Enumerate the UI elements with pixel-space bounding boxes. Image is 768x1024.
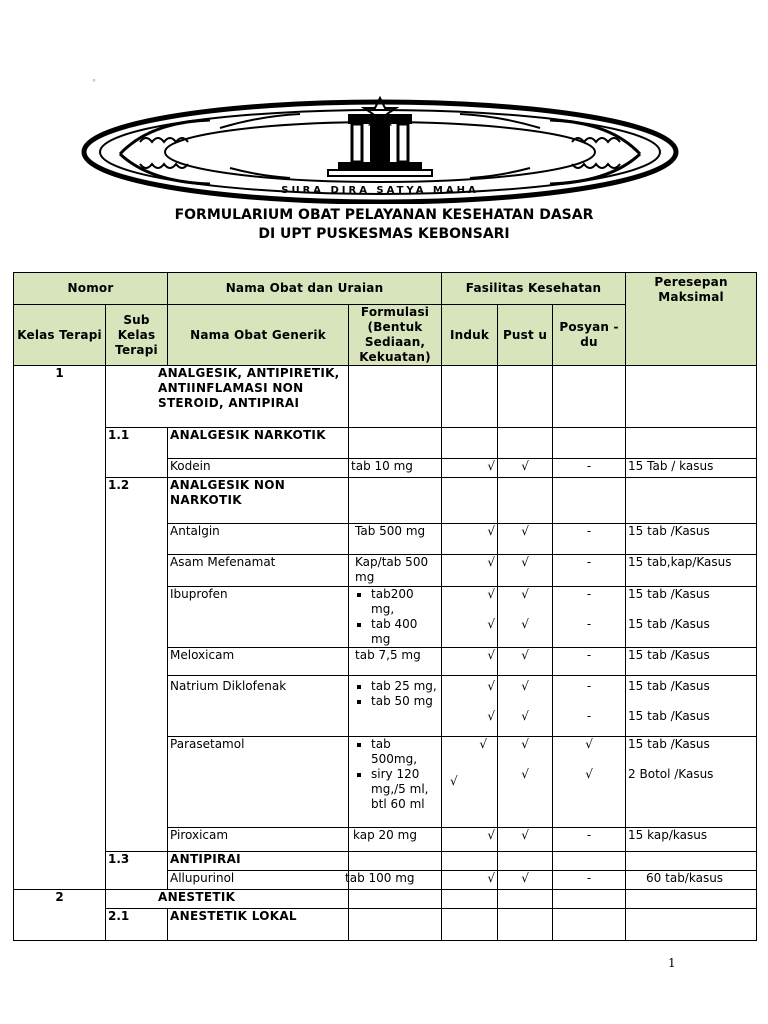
subclass-name: ANTIPIRAI	[168, 852, 349, 871]
header-nama-uraian: Nama Obat dan Uraian	[168, 273, 442, 305]
max-prescription: 2 Botol /Kasus	[628, 767, 714, 781]
logo-motto: SURA DIRA SATYA MAHA	[281, 185, 479, 196]
pustu-mark: √	[498, 555, 553, 587]
induk-mark: √	[442, 459, 498, 478]
drug-name: Kodein	[168, 459, 349, 478]
drug-form-item: ▪ tab 400 mg	[371, 617, 439, 647]
max-prescription: 15 tab /Kasus	[626, 524, 757, 555]
pustu-mark: √	[521, 737, 529, 751]
table-row	[14, 478, 757, 524]
pustu-mark: √	[498, 828, 553, 852]
drug-name: Allupurinol	[168, 871, 349, 890]
max-prescription: 15 tab /Kasus	[628, 679, 710, 693]
drug-form-item: ▪ tab 500mg,	[371, 737, 439, 767]
pustu-mark: √	[521, 767, 529, 781]
drug-form-list	[349, 676, 442, 737]
posyandu-mark: -	[553, 648, 626, 676]
subclass-name: ANALGESIK NON NARKOTIK	[168, 478, 349, 524]
subclass-number: 2.1	[106, 909, 168, 941]
header-pustu: Pust u	[498, 305, 553, 366]
drug-form: tab 7,5 mg	[349, 648, 442, 676]
drug-form: kap 20 mg	[349, 828, 442, 852]
posyandu-mark: -	[586, 587, 592, 601]
drug-form-item: ▪ tab200 mg,	[371, 587, 439, 617]
posyandu-mark: -	[553, 828, 626, 852]
drug-name: Parasetamol	[168, 737, 349, 828]
posyandu-mark: -	[553, 555, 626, 587]
pustu-mark: √	[521, 709, 529, 723]
table-row	[14, 890, 757, 909]
header-sub-kelas: Sub Kelas Terapi	[106, 305, 168, 366]
max-prescription: 15 tab /Kasus	[628, 737, 710, 751]
drug-name: Antalgin	[168, 524, 349, 555]
drug-form: tab 10 mg	[349, 459, 442, 478]
posyandu-mark: -	[586, 709, 592, 723]
category-name: ANALGESIK, ANTIPIRETIK, ANTIINFLAMASI NON STEROID, ANTIPIRAI	[106, 366, 349, 428]
scan-dot: °	[92, 78, 96, 87]
induk-mark: √	[442, 524, 498, 555]
posyandu-mark: -	[553, 524, 626, 555]
max-prescription: 60 tab/kasus	[626, 871, 757, 890]
max-prescription: 15 tab /Kasus	[626, 648, 757, 676]
posyandu-mark: -	[586, 617, 592, 631]
category-number: 2	[14, 890, 106, 941]
induk-mark: √	[487, 709, 496, 723]
posyandu-mark: -	[553, 871, 626, 890]
pustu-mark: √	[521, 617, 529, 631]
document-subtitle: DI UPT PUSKESMAS KEBONSARI	[258, 226, 510, 242]
pustu-mark: √	[498, 648, 553, 676]
header-nomor: Nomor	[14, 273, 168, 305]
posyandu-mark: -	[553, 459, 626, 478]
induk-mark: √	[442, 555, 498, 587]
max-prescription: 15 tab /Kasus	[628, 709, 710, 723]
drug-form-item: ▪ tab 50 mg	[371, 694, 439, 709]
drug-form-list	[349, 737, 442, 828]
category-name: ANESTETIK	[106, 890, 349, 909]
pustu-mark: √	[498, 871, 553, 890]
table-row	[14, 428, 757, 459]
max-prescription: 15 kap/kasus	[626, 828, 757, 852]
category-number: 1	[14, 366, 106, 890]
drug-name: Ibuprofen	[168, 587, 349, 648]
induk-mark: √	[487, 679, 496, 693]
pustu-mark: √	[521, 587, 529, 601]
drug-form-list	[349, 587, 442, 648]
max-prescription: 15 tab,kap/Kasus	[626, 555, 757, 587]
emblem-logo	[80, 92, 680, 204]
table-row	[14, 852, 757, 871]
header-nama-generik: Nama Obat Generik	[168, 305, 349, 366]
posyandu-mark: √	[585, 767, 593, 781]
induk-mark: √	[442, 871, 498, 890]
pustu-mark: √	[521, 679, 529, 693]
posyandu-mark: √	[585, 737, 593, 751]
formulary-table	[13, 272, 757, 941]
header-fasilitas: Fasilitas Kesehatan	[442, 273, 626, 305]
induk-mark: √	[450, 774, 458, 788]
drug-name: Piroxicam	[168, 828, 349, 852]
drug-name: Natrium Diklofenak	[168, 676, 349, 737]
drug-form: Kap/tab 500 mg	[349, 555, 442, 587]
induk-mark: √	[487, 617, 496, 631]
header-formulasi: Formulasi (Bentuk Sediaan, Kekuatan)	[349, 305, 442, 366]
subclass-number: 1.3	[106, 852, 168, 890]
max-prescription: 15 tab /Kasus	[628, 587, 710, 601]
drug-form: tab 100 mg	[349, 871, 442, 890]
induk-mark: √	[487, 587, 496, 601]
table-row	[14, 909, 757, 941]
induk-mark: √	[442, 828, 498, 852]
pustu-mark: √	[498, 459, 553, 478]
table-row	[14, 366, 757, 428]
subclass-name: ANESTETIK LOKAL	[168, 909, 349, 941]
subclass-number: 1.1	[106, 428, 168, 478]
drug-name: Asam Mefenamat	[168, 555, 349, 587]
drug-name: Meloxicam	[168, 648, 349, 676]
header-induk: Induk	[442, 305, 498, 366]
page-number: 1	[668, 956, 676, 970]
pustu-mark: √	[498, 524, 553, 555]
induk-mark: √	[479, 737, 488, 751]
document-title: FORMULARIUM OBAT PELAYANAN KESEHATAN DASAR	[174, 207, 594, 223]
header-posyandu: Posyan -du	[553, 305, 626, 366]
max-prescription: 15 Tab / kasus	[626, 459, 757, 478]
drug-form-item: ▪ tab 25 mg,	[371, 679, 439, 694]
drug-form: Tab 500 mg	[349, 524, 442, 555]
max-prescription: 15 tab /Kasus	[628, 617, 710, 631]
subclass-number: 1.2	[106, 478, 168, 852]
drug-form-item: ▪ siry 120 mg,/5 ml, btl 60 ml	[371, 767, 439, 812]
header-peresepan: Peresepan Maksimal	[626, 273, 757, 366]
induk-mark: √	[442, 648, 498, 676]
subclass-name: ANALGESIK NARKOTIK	[168, 428, 349, 459]
posyandu-mark: -	[586, 679, 592, 693]
header-kelas-terapi: Kelas Terapi	[14, 305, 106, 366]
